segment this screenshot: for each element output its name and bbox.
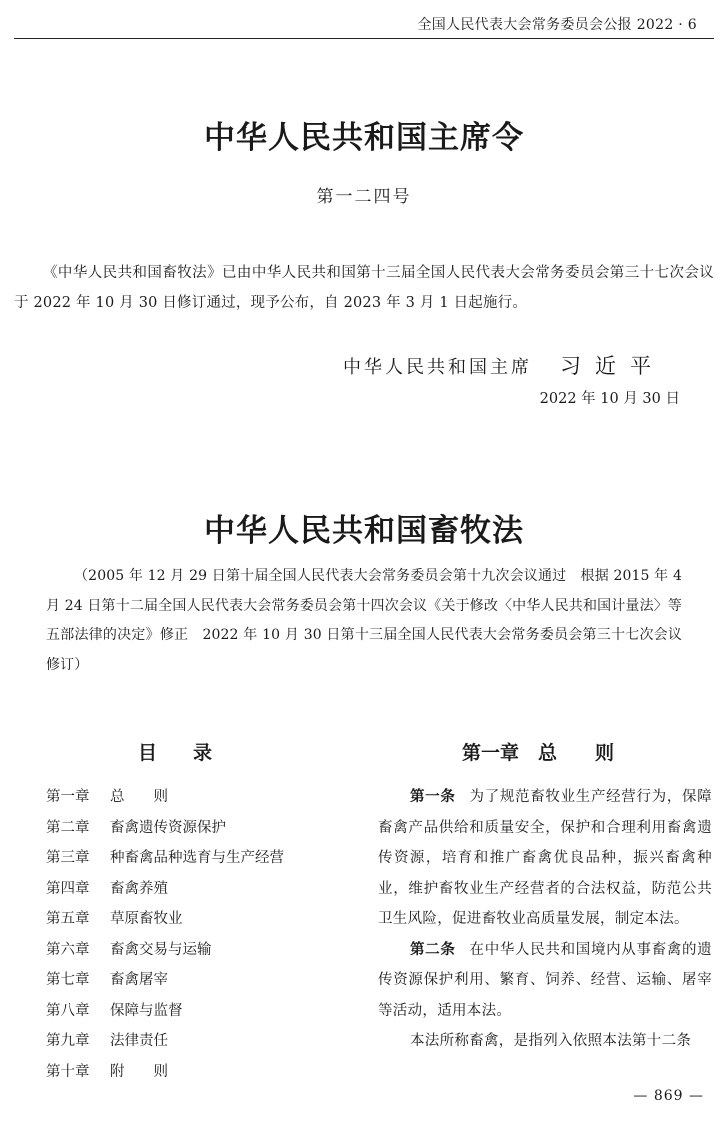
header-divider [14, 38, 714, 39]
toc-chapter-number: 第十章 [46, 1063, 90, 1080]
toc-item [46, 846, 366, 877]
toc-item [46, 907, 366, 938]
article-paragraph [378, 935, 712, 1027]
toc-item [46, 999, 366, 1030]
toc-chapter-number: 第九章 [46, 1033, 90, 1049]
toc-chapter-title: 附 则 [110, 1063, 168, 1080]
signer-name: 习近平 [560, 354, 665, 378]
article-text: 为了规范畜牧业生产经营行为，保障畜禽产品供给和质量安全，保护和合理利用畜禽遗传资源，培育和推广畜禽优良品种，振兴畜禽种业，维护畜牧业生产经营者的合法权益，防范公共卫生风险，促进畜牧业高质量发展，制定本法。 [378, 789, 712, 927]
article-label: 第二条 [410, 940, 456, 958]
article-text: 在中华人民共和国境内从事畜禽的遗传资源保护利用、繁育、饲养、经营、运输、屠宰等活动，适用本法。 [378, 941, 712, 1019]
toc-item [46, 877, 366, 908]
toc-chapter-title: 畜禽交易与运输 [110, 941, 212, 958]
law-title: 中华人民共和国畜牧法 [204, 513, 524, 549]
page-number: — 869 — [633, 1088, 704, 1104]
signature-date: 2022 年 10 月 30 日 [539, 391, 680, 407]
order-number: 第一二四号 [316, 187, 412, 207]
revision-note: （2005 年 12 月 29 日第十届全国人民代表大会常务委员会第十九次会议通过 根据 2015 年 4 月 24 日第十二届全国人民代表大会常务委员会第十四次会议《关于修改〈中华人民共和国计量法〉等五部法律的决定》修正 2022 年 10 月 30 日第十三届全国人民代表大会常务委员会第三十七次会议修订） [46, 568, 682, 673]
toc-chapter-title: 保障与监督 [110, 1002, 183, 1019]
toc-heading: 目录 [138, 742, 249, 764]
signature-block [343, 350, 665, 380]
toc-chapter-title: 草原畜牧业 [110, 911, 183, 927]
toc-chapter-title: 总 则 [110, 789, 168, 805]
order-title: 中华人民共和国主席令 [204, 120, 524, 156]
toc-chapter-number: 第三章 [46, 850, 90, 866]
toc-item [46, 938, 366, 969]
chapter-heading: 第一章 总 则 [462, 742, 615, 764]
toc-chapter-number: 第二章 [46, 819, 90, 836]
toc-item [46, 785, 366, 816]
toc-chapter-number: 第六章 [46, 941, 90, 958]
table-of-contents [46, 785, 366, 1090]
toc-chapter-number: 第七章 [46, 972, 90, 988]
toc-item [46, 1029, 366, 1060]
toc-chapter-number: 第四章 [46, 880, 90, 897]
article-text: 本法所称畜禽，是指列入依照本法第十二条 [410, 1033, 692, 1049]
toc-item [46, 968, 366, 999]
toc-chapter-title: 畜禽遗传资源保护 [110, 819, 226, 836]
toc-chapter-title: 法律责任 [110, 1033, 168, 1049]
toc-item [46, 1060, 366, 1091]
toc-chapter-title: 畜禽屠宰 [110, 972, 168, 988]
toc-chapter-number: 第八章 [46, 1002, 90, 1019]
chapter-body [378, 782, 712, 1057]
promulgation-text: 《中华人民共和国畜牧法》已由中华人民共和国第十三届全国人民代表大会常务委员会第三十七次会议于 2022 年 10 月 30 日修订通过，现予公布，自 2023 年 3 月 1 日起施行。 [14, 265, 714, 311]
toc-chapter-title: 畜禽养殖 [110, 880, 168, 897]
article-label: 第一条 [410, 788, 456, 805]
journal-header-title: 全国人民代表大会常务委员会公报 2022 · 6 [417, 17, 697, 33]
article-paragraph [378, 782, 712, 935]
toc-chapter-number: 第五章 [46, 911, 90, 927]
toc-chapter-number: 第一章 [46, 789, 90, 805]
article-paragraph [378, 1026, 712, 1057]
toc-chapter-title: 种畜禽品种选育与生产经营 [110, 850, 284, 866]
toc-item [46, 816, 366, 847]
signer-title: 中华人民共和国主席 [343, 357, 532, 378]
